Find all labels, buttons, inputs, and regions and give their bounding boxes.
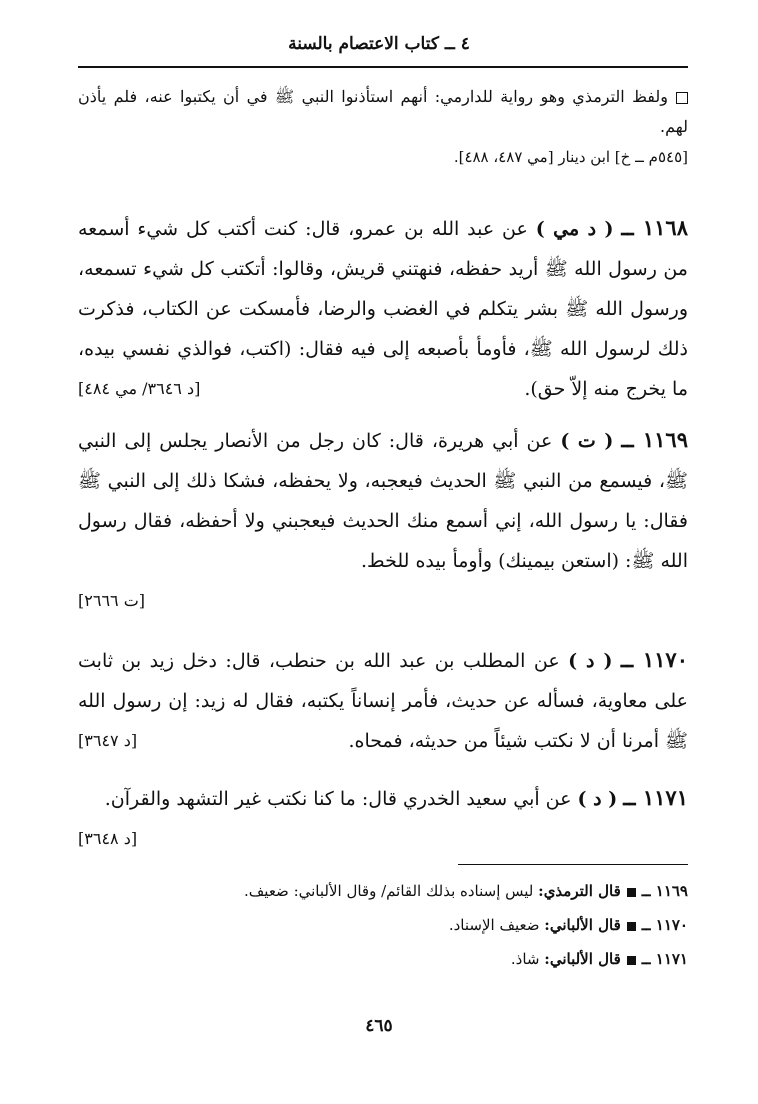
hadith-text: عن أبي سعيد الخدري قال: ما كنا نكتب غير التشهد والقرآن. [104, 788, 572, 810]
black-square-icon [627, 956, 636, 965]
black-square-icon [627, 888, 636, 897]
hadith-source: ( ت ) [560, 430, 614, 452]
hadith-number: ١١٦٨ ــ [621, 215, 688, 240]
footnote-item [78, 908, 688, 942]
running-header: ٤ ــ كتاب الاعتصام بالسنة [288, 34, 470, 54]
footnote-source: قال الألباني: [544, 916, 621, 934]
page-number: ٤٦٥ [365, 1016, 393, 1036]
hadith-number: ١١٧١ ــ [623, 785, 688, 810]
hadith-reference: [د ٣٦٤٧] [78, 731, 138, 750]
black-square-icon [627, 922, 636, 931]
header-rule [78, 66, 688, 68]
hadith-reference: [د ٣٦٤٨] [78, 829, 138, 848]
footnote-text: ليس إسناده بذلك القائم/ وقال الألباني: ضعيف. [244, 882, 534, 900]
hadith-source: ( د ) [577, 788, 618, 810]
hadith-text: عن المطلب بن عبد الله بن حنطب، قال: دخل زيد بن ثابت على معاوية، فسأله عن حديث، فأمر إنساناً يكتبه، فقال له زيد: إن رسول الله ﷺ أمرنا أن لا نكتب شيئاً من حديثه، فمحاه. [78, 650, 688, 752]
footnotes [78, 874, 688, 976]
footnote-text: ضعيف الإسناد. [448, 916, 540, 934]
footnote-item [78, 942, 688, 976]
hadith-number: ١١٧٠ ــ [620, 647, 688, 672]
hadith-reference: [ت ٢٦٦٦] [78, 591, 146, 610]
hadith-1170 [78, 640, 688, 761]
footnote-number: ١١٧١ ــ [641, 950, 688, 968]
hadith-text: عن أبي هريرة، قال: كان رجل من الأنصار يجلس إلى النبي ﷺ، فيسمع من النبي ﷺ الحديث فيعجبه، ولا يحفظه، فشكا ذلك إلى النبي ﷺ فقال: يا رسول الله، إني أسمع منك الحديث فيعجبني ولا أحفظه، فقال رسول الله ﷺ: (استعن بيمينك) وأومأ بيده للخط. [78, 430, 688, 572]
footnote-rule [458, 864, 688, 865]
footnote-number: ١١٦٩ ــ [641, 882, 688, 900]
footnote-number: ١١٧٠ ــ [641, 916, 688, 934]
hadith-1168 [78, 208, 688, 409]
footnote-item [78, 874, 688, 908]
footnote-text: شاذ. [510, 950, 540, 968]
note-reference: [٥٤٥م ــ خ] ابن دينار [مي ٤٨٧، ٤٨٨]. [453, 148, 688, 166]
hadith-reference: [د ٣٦٤٦/ مي ٤٨٤] [78, 379, 201, 398]
hadith-source: ( د مي ) [535, 218, 614, 240]
hadith-number: ١١٦٩ ــ [621, 427, 688, 452]
square-bullet-icon [676, 92, 688, 104]
note-text: ولفظ الترمذي وهو رواية للدارمي: أنهم استأذنوا النبي ﷺ في أن يكتبوا عنه، فلم يأذن لهم. [78, 87, 688, 136]
footnote-source: قال الألباني: [544, 950, 621, 968]
hadith-1169 [78, 420, 688, 621]
note-paragraph [78, 82, 688, 172]
hadith-source: ( د ) [568, 650, 613, 672]
footnote-source: قال الترمذي: [538, 882, 621, 900]
hadith-1171 [78, 778, 688, 859]
hadith-text: عن عبد الله بن عمرو، قال: كنت أكتب كل شيء أسمعه من رسول الله ﷺ أريد حفظه، فنهتني قريش، وقالوا: أتكتب كل شيء تسمعه، ورسول الله ﷺ بشر يتكلم في الغضب والرضا، فأمسكت عن الكتاب، فذكرت ذلك لرسول الله ﷺ، فأومأ بأصبعه إلى فيه فقال: (اكتب، فوالذي نفسي بيده، ما يخرج منه إلاّ حق). [78, 218, 688, 400]
